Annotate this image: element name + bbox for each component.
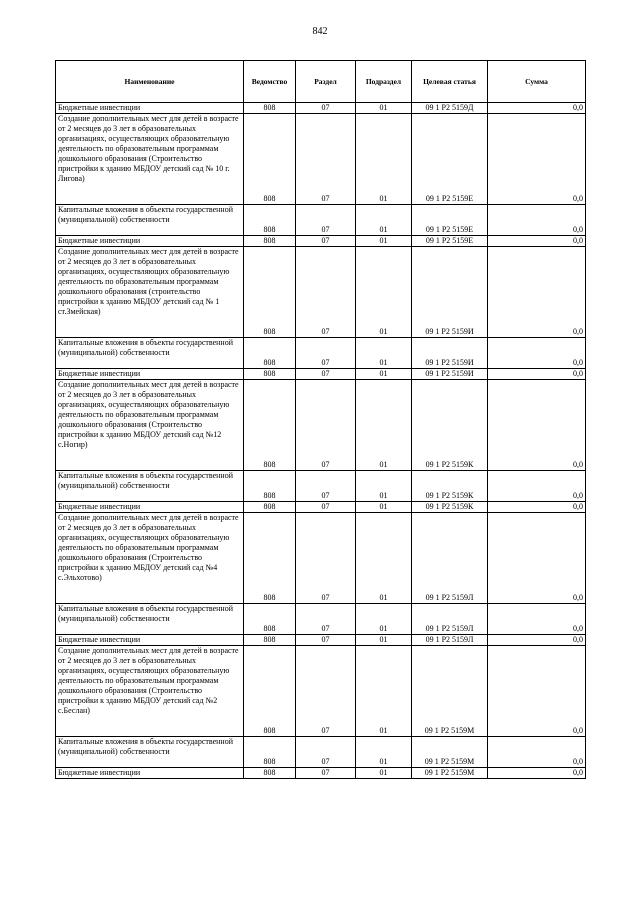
cell-subsection: 01 xyxy=(356,604,412,635)
cell-dept: 808 xyxy=(244,635,296,646)
cell-name: Бюджетные инвестиции xyxy=(56,768,244,779)
cell-subsection: 01 xyxy=(356,502,412,513)
cell-target: 09 1 Р2 5159Л xyxy=(412,604,488,635)
cell-section: 07 xyxy=(296,513,356,604)
column-header-department: Ведомство xyxy=(244,61,296,103)
budget-table xyxy=(55,60,586,779)
cell-amount: 0,0 xyxy=(488,513,586,604)
column-header-subsection: Подраздел xyxy=(356,61,412,103)
column-header-section: Раздел xyxy=(296,61,356,103)
cell-dept: 808 xyxy=(244,513,296,604)
column-header-name: Наименование xyxy=(56,61,244,103)
cell-target: 09 1 Р2 5159К xyxy=(412,502,488,513)
cell-target: 09 1 Р2 5159И xyxy=(412,369,488,380)
cell-name xyxy=(56,205,244,236)
cell-subsection: 01 xyxy=(356,635,412,646)
cell-subsection: 01 xyxy=(356,205,412,236)
cell-name: Бюджетные инвестиции xyxy=(56,635,244,646)
cell-dept: 808 xyxy=(244,380,296,471)
cell-section: 07 xyxy=(296,502,356,513)
table-row xyxy=(56,380,586,471)
cell-name xyxy=(56,114,244,205)
cell-section: 07 xyxy=(296,646,356,737)
cell-amount: 0,0 xyxy=(488,502,586,513)
cell-name xyxy=(56,646,244,737)
cell-name xyxy=(56,247,244,338)
cell-section: 07 xyxy=(296,369,356,380)
cell-target: 09 1 Р2 5159И xyxy=(412,247,488,338)
cell-target: 09 1 Р2 5159И xyxy=(412,338,488,369)
cell-name-text: Создание дополнительных мест для детей в возрасте от 2 месяцев до 3 лет в образовательных организациях, осуществляющих образовательную деятельность по образовательным программам дошкольного образования (Строительство пристройки к зданию МБДОУ детский сад №2 с.Беслан) xyxy=(58,646,239,715)
cell-dept: 808 xyxy=(244,646,296,737)
cell-amount: 0,0 xyxy=(488,114,586,205)
cell-target: 09 1 Р2 5159М xyxy=(412,768,488,779)
cell-amount: 0,0 xyxy=(488,604,586,635)
cell-amount: 0,0 xyxy=(488,338,586,369)
cell-name xyxy=(56,737,244,768)
cell-target: 09 1 Р2 5159К xyxy=(412,380,488,471)
cell-section: 07 xyxy=(296,114,356,205)
cell-name-text: Создание дополнительных мест для детей в возрасте от 2 месяцев до 3 лет в образовательных организациях, осуществляющих образовательную деятельность по образовательным программам дошкольного образования (строительство пристройки к зданию МБДОУ детский сад № 1 ст.Змейская) xyxy=(58,247,239,316)
cell-subsection: 01 xyxy=(356,236,412,247)
cell-subsection: 01 xyxy=(356,247,412,338)
cell-subsection: 01 xyxy=(356,737,412,768)
cell-amount: 0,0 xyxy=(488,247,586,338)
cell-dept: 808 xyxy=(244,502,296,513)
cell-dept: 808 xyxy=(244,369,296,380)
cell-dept: 808 xyxy=(244,768,296,779)
table-row xyxy=(56,635,586,646)
cell-dept: 808 xyxy=(244,247,296,338)
cell-name xyxy=(56,471,244,502)
cell-subsection: 01 xyxy=(356,338,412,369)
cell-section: 07 xyxy=(296,338,356,369)
column-header-amount: Сумма xyxy=(488,61,586,103)
cell-section: 07 xyxy=(296,236,356,247)
page-number: 842 xyxy=(312,26,328,37)
cell-amount: 0,0 xyxy=(488,236,586,247)
cell-section: 07 xyxy=(296,635,356,646)
cell-amount: 0,0 xyxy=(488,369,586,380)
cell-section: 07 xyxy=(296,380,356,471)
cell-subsection: 01 xyxy=(356,369,412,380)
cell-dept: 808 xyxy=(244,737,296,768)
cell-amount: 0,0 xyxy=(488,205,586,236)
cell-target: 09 1 Р2 5159Е xyxy=(412,205,488,236)
cell-section: 07 xyxy=(296,247,356,338)
cell-name-text: Создание дополнительных мест для детей в возрасте от 2 месяцев до 3 лет в образовательных организациях, осуществляющих образовательную деятельность по образовательным программам дошкольного образования (Строительство пристройки к зданию МБДОУ детский сад №4 с.Эльхотово) xyxy=(58,513,239,582)
cell-name-text: Капитальные вложения в объекты государственной (муниципальной) собственности xyxy=(58,205,233,224)
cell-amount: 0,0 xyxy=(488,737,586,768)
cell-name-text: Капитальные вложения в объекты государственной (муниципальной) собственности xyxy=(58,737,233,756)
table-row xyxy=(56,471,586,502)
cell-target: 09 1 Р2 5159К xyxy=(412,471,488,502)
cell-amount: 0,0 xyxy=(488,635,586,646)
table-row xyxy=(56,604,586,635)
cell-dept: 808 xyxy=(244,205,296,236)
cell-subsection: 01 xyxy=(356,513,412,604)
table-row xyxy=(56,502,586,513)
cell-subsection: 01 xyxy=(356,103,412,114)
cell-dept: 808 xyxy=(244,471,296,502)
cell-subsection: 01 xyxy=(356,646,412,737)
cell-subsection: 01 xyxy=(356,114,412,205)
cell-section: 07 xyxy=(296,205,356,236)
cell-section: 07 xyxy=(296,103,356,114)
table-row xyxy=(56,369,586,380)
table-row xyxy=(56,338,586,369)
cell-name: Бюджетные инвестиции xyxy=(56,369,244,380)
table-header-row xyxy=(56,61,586,103)
table-row xyxy=(56,646,586,737)
cell-name xyxy=(56,513,244,604)
cell-name-text: Создание дополнительных мест для детей в возрасте от 2 месяцев до 3 лет в образовательных организациях, осуществляющих образовательную деятельность по образовательным программам дошкольного образования (Строительство пристройки к зданию МБДОУ детский сад № 10 г. Лигова) xyxy=(58,114,239,183)
cell-amount: 0,0 xyxy=(488,380,586,471)
cell-amount: 0,0 xyxy=(488,471,586,502)
cell-name xyxy=(56,380,244,471)
cell-name-text: Создание дополнительных мест для детей в возрасте от 2 месяцев до 3 лет в образовательных организациях, осуществляющих образовательную деятельность по образовательным программам дошкольного образования (Строительство пристройки к зданию МБДОУ детский сад №12 с.Ногир) xyxy=(58,380,239,449)
table-row xyxy=(56,768,586,779)
cell-amount: 0,0 xyxy=(488,103,586,114)
cell-target: 09 1 Р2 5159Л xyxy=(412,513,488,604)
cell-target: 09 1 Р2 5159Л xyxy=(412,635,488,646)
cell-subsection: 01 xyxy=(356,380,412,471)
cell-target: 09 1 Р2 5159Е xyxy=(412,114,488,205)
cell-name-text: Капитальные вложения в объекты государственной (муниципальной) собственности xyxy=(58,471,233,490)
table-row xyxy=(56,103,586,114)
table-row xyxy=(56,236,586,247)
cell-name: Бюджетные инвестиции xyxy=(56,502,244,513)
cell-target: 09 1 Р2 5159Е xyxy=(412,236,488,247)
cell-name xyxy=(56,338,244,369)
cell-name: Бюджетные инвестиции xyxy=(56,236,244,247)
cell-subsection: 01 xyxy=(356,768,412,779)
table-row xyxy=(56,513,586,604)
cell-section: 07 xyxy=(296,768,356,779)
cell-name-text: Капитальные вложения в объекты государственной (муниципальной) собственности xyxy=(58,604,233,623)
cell-subsection: 01 xyxy=(356,471,412,502)
table-body xyxy=(56,103,586,779)
cell-target: 09 1 Р2 5159М xyxy=(412,737,488,768)
cell-section: 07 xyxy=(296,604,356,635)
cell-section: 07 xyxy=(296,471,356,502)
cell-name: Бюджетные инвестиции xyxy=(56,103,244,114)
cell-dept: 808 xyxy=(244,103,296,114)
table-row xyxy=(56,737,586,768)
table-row xyxy=(56,247,586,338)
column-header-target-article: Целевая статья xyxy=(412,61,488,103)
table-row xyxy=(56,114,586,205)
table-row xyxy=(56,205,586,236)
cell-name-text: Капитальные вложения в объекты государственной (муниципальной) собственности xyxy=(58,338,233,357)
cell-dept: 808 xyxy=(244,338,296,369)
cell-amount: 0,0 xyxy=(488,646,586,737)
cell-section: 07 xyxy=(296,737,356,768)
cell-amount: 0,0 xyxy=(488,768,586,779)
cell-target: 09 1 Р2 5159М xyxy=(412,646,488,737)
cell-name xyxy=(56,604,244,635)
cell-dept: 808 xyxy=(244,604,296,635)
cell-dept: 808 xyxy=(244,114,296,205)
cell-dept: 808 xyxy=(244,236,296,247)
cell-target: 09 1 Р2 5159Д xyxy=(412,103,488,114)
